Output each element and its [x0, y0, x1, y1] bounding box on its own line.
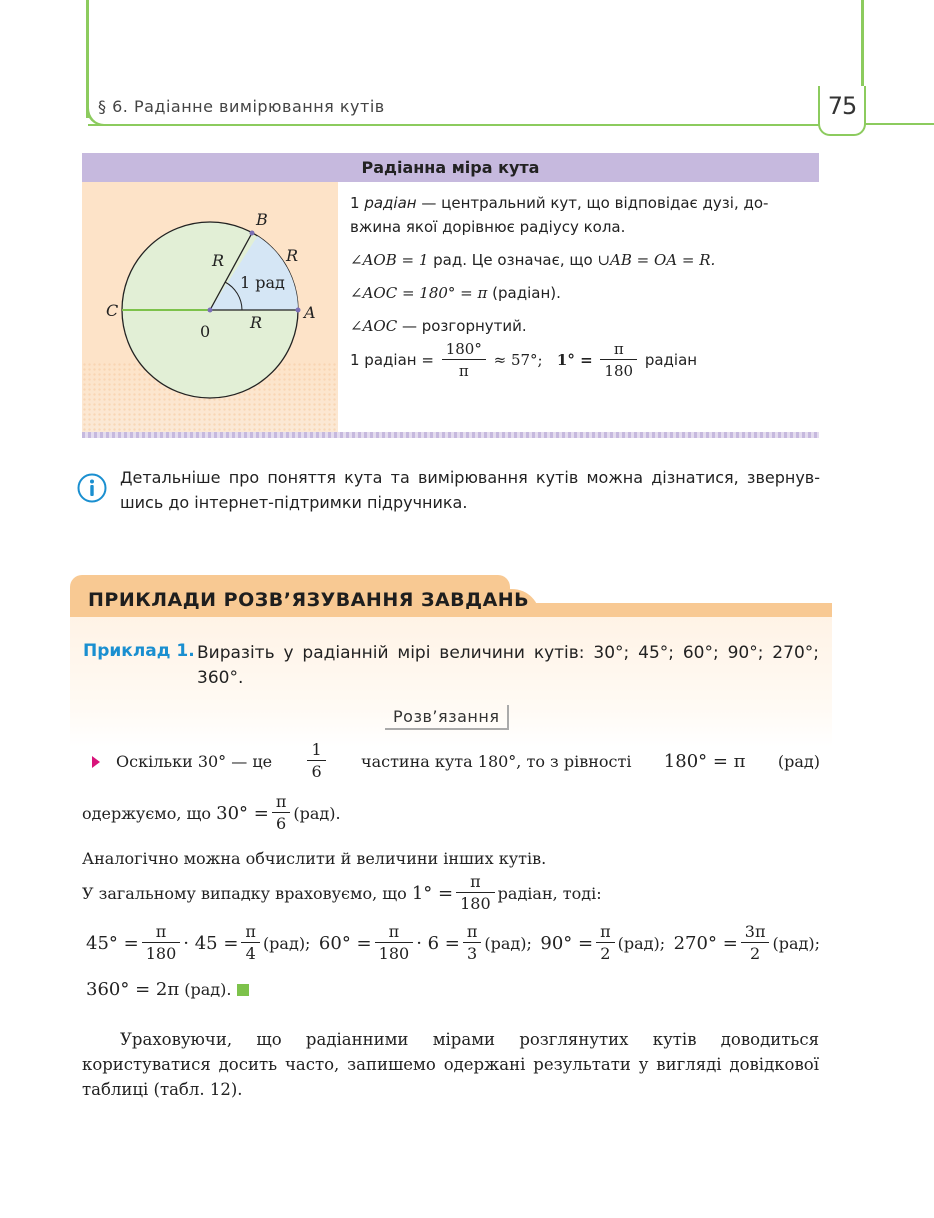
label-c: C: [106, 301, 119, 320]
formula-90-unit: (рад);: [617, 934, 666, 953]
page-number: 75: [827, 92, 857, 120]
fraction-numerator: π: [241, 922, 260, 943]
formula-60-mid: · 6 =: [416, 933, 460, 954]
definition-box-border: [82, 432, 819, 438]
formula-45-mid: · 45 =: [183, 933, 239, 954]
fraction-one-sixth: [307, 740, 325, 783]
fraction-numerator: 3π: [741, 922, 770, 943]
radian-term: радіан: [364, 194, 417, 212]
fraction: [375, 922, 414, 965]
radian-number: 1: [350, 194, 360, 212]
label-radius-ob: R: [212, 251, 225, 270]
point-a: [296, 308, 301, 313]
fraction-pi-over-180: [456, 872, 495, 915]
fraction: [241, 922, 260, 965]
formula-aoc: ∠AOC = 180° = π: [350, 284, 488, 302]
definition-line-5-text: — розгорнутий.: [401, 317, 527, 335]
radian-suffix: радіан: [644, 351, 698, 369]
solution-line-4: [82, 872, 602, 915]
page-frame-right: [861, 0, 864, 88]
formula-45-lhs: 45° =: [86, 933, 139, 954]
solution-arrow-icon: [92, 756, 100, 768]
fraction-denominator: π: [458, 362, 469, 380]
label-radius-oa: R: [250, 313, 263, 332]
formula-30-deg: 30° =: [216, 803, 269, 824]
fraction-denominator: 180: [460, 894, 491, 913]
fraction-pi-over-180: [600, 339, 637, 382]
formula-45: [86, 922, 310, 965]
fraction-numerator: π: [375, 922, 414, 943]
fraction: [463, 922, 482, 965]
solution-line-4-b: радіан, тоді:: [497, 884, 602, 903]
fraction-denominator: 2: [750, 944, 761, 963]
formula-60: [319, 922, 532, 965]
point-o: [208, 308, 213, 313]
formula-360: 360° = 2π: [86, 979, 180, 1000]
end-of-solution-square-icon: [237, 984, 249, 996]
fraction-numerator: π: [142, 922, 181, 943]
formula-60-lhs: 60° =: [318, 933, 372, 954]
solution-line-4-a: У загальному випадку враховуємо, що: [82, 884, 407, 903]
example-label: Приклад 1.: [83, 641, 195, 661]
definition-line-1-rest: — центральний кут, що відповідає дузі, до-: [421, 194, 769, 212]
section-title: ПРИКЛАДИ РОЗВ’ЯЗУВАННЯ ЗАВДАНЬ: [88, 589, 530, 611]
info-icon: [77, 473, 107, 503]
fraction-denominator: 180: [145, 944, 177, 963]
radian-circle-diagram: [82, 182, 338, 432]
closing-paragraph: Ураховуючи, що радіанними мірами розглянутих кутів доводиться користуватися досить часто, запишемо одержані результати у вигляді довідкової таблиці (табл. 12).: [82, 1030, 819, 1099]
formula-90-lhs: 90° =: [540, 933, 594, 954]
fraction-denominator: 180: [378, 944, 410, 963]
formula-line-conversions: [86, 922, 820, 965]
fraction: [596, 922, 615, 965]
definition-line-4: [350, 281, 561, 305]
solution-line-1-c: (рад): [777, 752, 820, 771]
solution-line-3: Аналогічно можна обчислити й величини інших кутів.: [82, 849, 547, 868]
definition-line-6: [350, 339, 697, 382]
solution-line-2-a: одержуємо, що: [82, 804, 212, 823]
fraction-numerator: π: [600, 339, 637, 360]
formula-270: [674, 922, 820, 965]
fraction-numerator: 1: [307, 740, 325, 761]
label-o: 0: [200, 322, 211, 341]
fraction-denominator: 6: [276, 814, 287, 833]
definition-title: Радіанна міра кута: [82, 153, 819, 182]
radian-conversion-prefix: 1 радіан =: [350, 351, 434, 369]
point-b: [250, 231, 255, 236]
solution-heading: Розв’язання: [385, 705, 509, 730]
fraction-denominator: 2: [600, 944, 611, 963]
fraction-denominator: 6: [311, 762, 322, 781]
label-angle: 1 рад: [240, 273, 285, 292]
definition-line-3: [350, 248, 715, 272]
fraction-numerator: 180°: [442, 339, 486, 360]
formula-60-unit: (рад);: [484, 934, 532, 953]
solution-line-1: [116, 740, 820, 783]
one-degree: 1° =: [556, 351, 593, 369]
solution-line-1-b: частина кута 180°, то з рівності: [360, 752, 632, 771]
fraction-pi-over-6: [272, 792, 291, 835]
fraction-denominator: 180: [604, 362, 634, 380]
page-tab-line: [864, 123, 934, 125]
definition-line-1: [350, 191, 768, 215]
formula-arc-ab: ∪AB = OA = R.: [597, 251, 716, 269]
formula-180-pi: 180° = π: [663, 751, 746, 772]
solution-line-1-a: Оскільки 30° — це: [116, 752, 273, 771]
label-a: A: [304, 303, 316, 322]
formula-45-unit: (рад);: [262, 934, 311, 953]
formula-270-unit: (рад);: [772, 934, 820, 953]
definition-line-5: [350, 314, 527, 338]
fraction-numerator: π: [463, 922, 482, 943]
formula-aoc-straight: ∠AOC: [350, 317, 398, 335]
label-arc: R: [286, 246, 299, 265]
fraction-180-over-pi: [442, 339, 486, 382]
formula-90: [540, 922, 665, 965]
formula-360-unit: (рад).: [184, 980, 232, 999]
formula-270-lhs: 270° =: [673, 933, 738, 954]
running-head: § 6. Радіанне вимірювання кутів: [98, 97, 385, 116]
definition-line-4-text: (радіан).: [492, 284, 561, 302]
fraction-numerator: π: [456, 872, 495, 893]
page-frame-bottom: [88, 124, 863, 126]
solution-line-2: [82, 792, 341, 835]
fraction-denominator: 3: [467, 944, 478, 963]
definition-box: [82, 153, 819, 438]
fraction-numerator: π: [272, 792, 291, 813]
formula-1-deg: 1° =: [411, 883, 454, 904]
label-b: B: [256, 210, 268, 229]
example-text: Виразіть у радіанній мірі величини кутів: 30°; 45°; 60°; 90°; 270°; 360°.: [197, 643, 819, 688]
info-note-text: Детальніше про поняття кута та вимірювання кутів можна дізнатися, звернув-шись до інтернет-підтримки підручника.: [120, 468, 820, 512]
formula-line-360: [86, 979, 249, 1000]
fraction-numerator: π: [596, 922, 615, 943]
approx-57: ≈ 57°;: [493, 351, 543, 369]
fraction: [142, 922, 181, 965]
definition-line-3-text: рад. Це означає, що: [433, 251, 593, 269]
formula-aob: ∠AOB = 1: [350, 251, 429, 269]
definition-line-2: вжина якої дорівнює радіусу кола.: [350, 218, 626, 236]
fraction-denominator: 4: [245, 944, 256, 963]
fraction: [741, 922, 770, 965]
solution-line-2-b: (рад).: [293, 804, 341, 823]
